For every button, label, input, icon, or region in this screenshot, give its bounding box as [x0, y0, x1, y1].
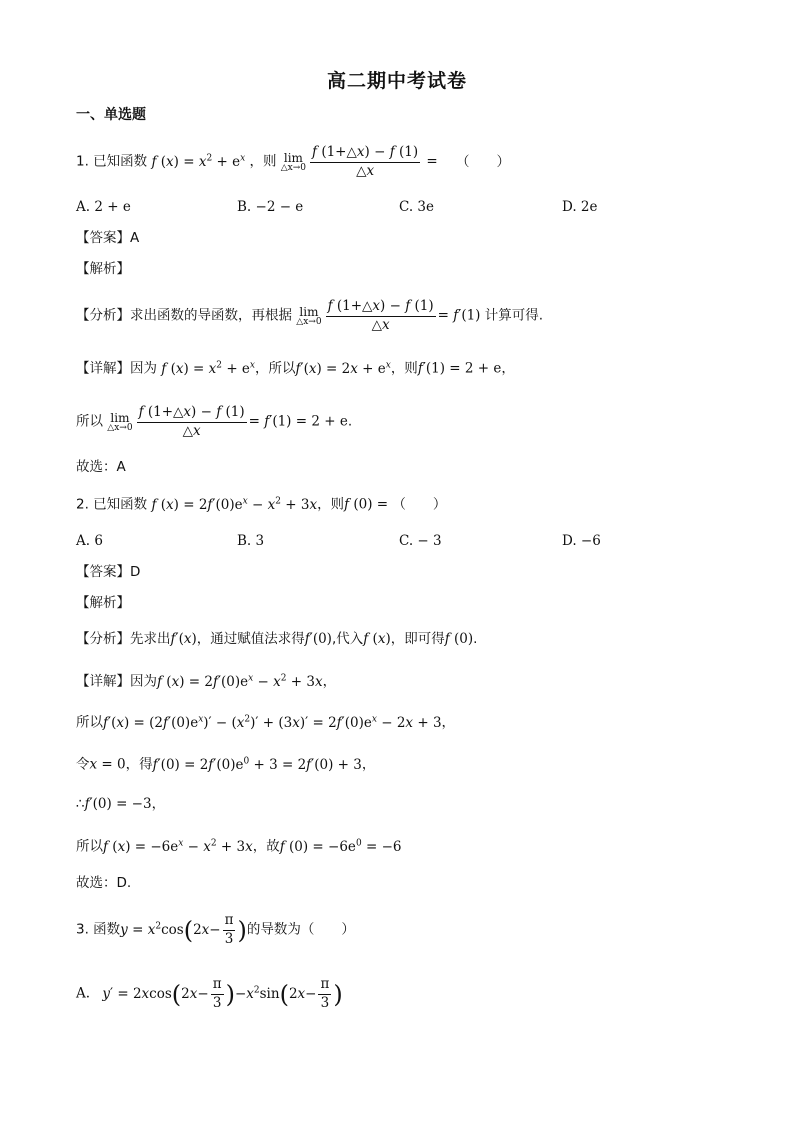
- q2-substitution-line: 令x = 0，得$f'(0) = 2f'(0)e^0 + 3 = 2f'(0) + 3$，: [76, 756, 376, 773]
- q1-limit-fraction: $\frac{f (1+\triangle x) - f (1)}{\triangle x}$: [312, 144, 419, 179]
- q3-option-a[interactable]: A. y′ = 2xcos(2x− $\frac{\pi}{3}$ )$-x^2\sin(2x-$ $\frac{\pi}{3}$ ): [76, 976, 343, 1011]
- q1-function: f $(x) = x^2 + e^x$: [151, 153, 246, 170]
- q2-option-c[interactable]: C. − 3: [399, 533, 442, 549]
- q2-option-d[interactable]: D. −6: [562, 533, 601, 549]
- q1-xiangjie: 【详解】因为 f $(x) = x^2 + e^x$，所以$f'(x) = 2x + e^x$，则f′(1) = 2 + e，: [76, 360, 515, 377]
- limit-operator: lim △x→0: [107, 410, 133, 433]
- q2-option-a[interactable]: A. 6: [76, 533, 103, 549]
- q1-choose: 故选：A: [76, 459, 126, 475]
- limit-operator: lim △x→0: [296, 304, 322, 327]
- q1-analysis-label: 【解析】: [76, 261, 130, 277]
- limit-operator: lim △x→0: [280, 150, 307, 173]
- q2-option-b[interactable]: B. 3: [237, 533, 265, 549]
- q2-choose: 故选：D.: [76, 875, 132, 891]
- q1-fenxi: 【分析】求出函数的导函数，再根据 lim △x→0 $\frac{f (1+\triangle x) - f (1)}{\triangle x}$ = f′(1) 计算可得.: [76, 298, 544, 333]
- q1-option-a[interactable]: A. 2 + e: [76, 199, 131, 215]
- q1-option-b[interactable]: B. −2 − e: [237, 199, 304, 215]
- q2-answer: 【答案】D: [76, 564, 141, 580]
- q2-stem: 2. 已知函数 f $(x) = 2f'(0)e^x - x^2 + 3x$，则f (0) = （ ）: [76, 496, 447, 513]
- q1-option-c[interactable]: C. 3e: [399, 199, 435, 215]
- q2-result-line: 所以f $(x) = -6e^x - x^2 + 3x$，故f $(0) = -6e^0 = -6$: [76, 838, 402, 855]
- q2-xiangjie: 【详解】因为f $(x) = 2f'(0)e^x - x^2 + 3x$，: [76, 673, 337, 690]
- section-heading: 一、单选题: [76, 107, 146, 123]
- q1-option-d[interactable]: D. 2e: [562, 199, 598, 215]
- q2-therefore-line: ∴f′(0) = −3，: [76, 796, 166, 812]
- q2-fenxi: 【分析】先求出f′(x)，通过赋值法求得f′(0),代入f (x)，即可得f (0).: [76, 631, 478, 647]
- q2-analysis-label: 【解析】: [76, 595, 130, 611]
- q2-derivative-line: 所以$f'(x) = (2f'(0)e^x)' - (x^2)' + (3x)' = 2f'(0)e^x - 2x + 3$，: [76, 714, 456, 731]
- page-title: 高二期中考试卷: [326, 70, 467, 92]
- q1-answer: 【答案】A: [76, 230, 140, 246]
- q1-conclusion: 所以 lim △x→0 $\frac{f (1+\triangle x) - f (1)}{\triangle x}$ = f′(1) = 2 + e.: [76, 404, 353, 439]
- q1-stem: 1. 已知函数 f $(x) = x^2 + e^x$ ，则 lim △x→0 $\frac{f (1+\triangle x) - f (1)}{\triangle x}$ = （ ）: [76, 144, 511, 179]
- q3-stem: 3. 函数$y = x^2\cos(2x-$ $\frac{\pi}{3}$ )的导数为（ ）: [76, 912, 355, 947]
